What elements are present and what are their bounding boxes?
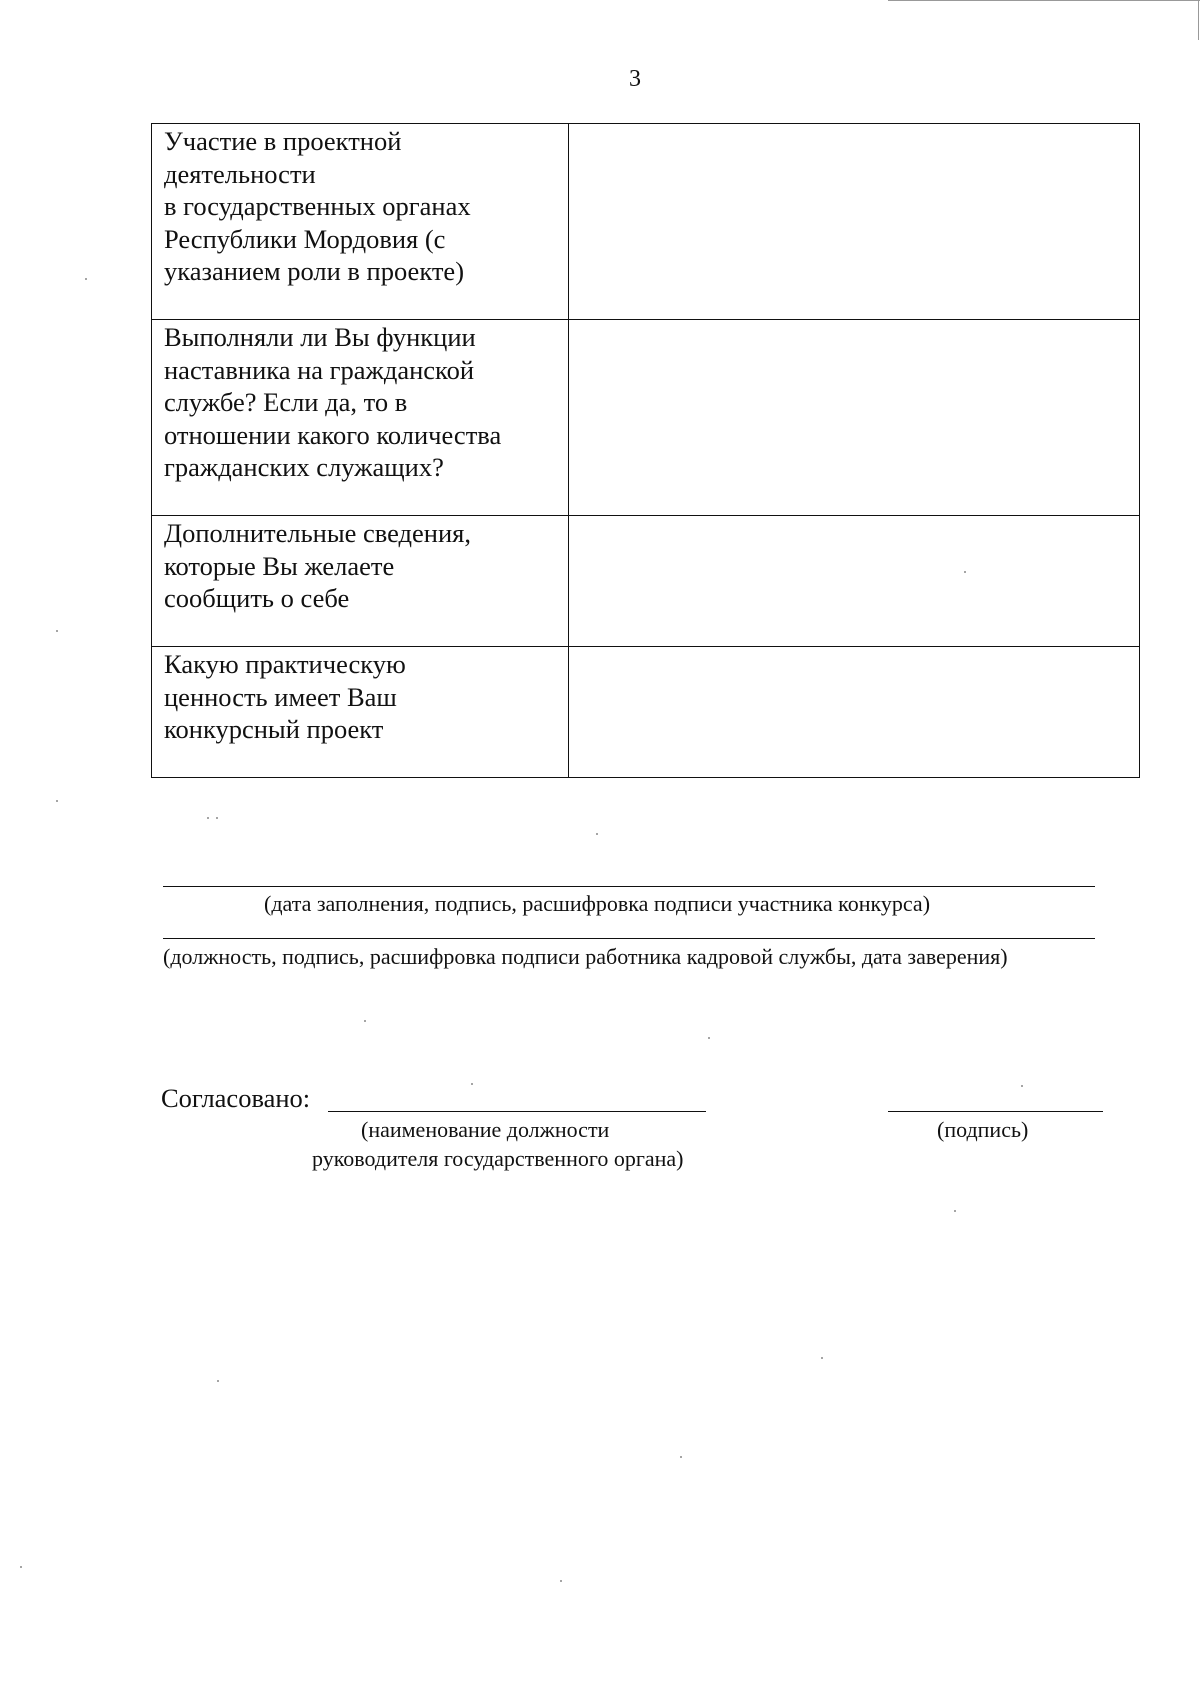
scan-edge-mark [888, 0, 1200, 1]
participant-signature-caption: (дата заполнения, подпись, расшифровка подписи участника конкурса) [264, 891, 931, 916]
question-cell: Выполняли ли Вы функции наставника на гражданской службе? Если да, то в отношении какого количества гражданских служащих? [152, 320, 569, 516]
scan-speck [56, 800, 58, 802]
approved-label: Согласовано: [161, 1083, 311, 1113]
participant-signature-line[interactable] [163, 886, 1095, 887]
position-caption-line2: руководителя государственного органа) [312, 1146, 684, 1171]
answer-cell[interactable] [569, 647, 1140, 778]
scan-speck [964, 571, 966, 573]
answer-cell[interactable] [569, 516, 1140, 647]
scan-speck [708, 1037, 710, 1039]
scan-speck [1021, 1085, 1023, 1087]
questionnaire-table [151, 123, 1140, 778]
scan-speck [596, 833, 598, 835]
scan-speck [217, 1380, 219, 1382]
position-signature-line[interactable] [328, 1111, 706, 1112]
scan-edge-mark [1198, 0, 1199, 40]
page-number: 3 [629, 66, 641, 92]
scan-speck [364, 1020, 366, 1022]
scan-speck [560, 1580, 562, 1582]
table-row [152, 320, 1140, 516]
table-row [152, 124, 1140, 320]
table-row [152, 516, 1140, 647]
hr-signature-line[interactable] [163, 938, 1095, 939]
scan-speck [207, 817, 209, 819]
scan-speck [954, 1210, 956, 1212]
scan-speck [680, 1456, 682, 1458]
head-signature-line[interactable] [888, 1111, 1103, 1112]
scan-speck [20, 1566, 22, 1568]
position-caption-line1: (наименование должности [361, 1117, 610, 1142]
answer-cell[interactable] [569, 320, 1140, 516]
scan-speck [821, 1357, 823, 1359]
scan-speck [471, 1083, 473, 1085]
hr-signature-caption: (должность, подпись, расшифровка подписи работника кадровой службы, дата заверения) [163, 944, 1008, 969]
question-cell: Какую практическую ценность имеет Ваш конкурсный проект [152, 647, 569, 778]
scan-speck [85, 278, 87, 280]
answer-cell[interactable] [569, 124, 1140, 320]
table-row [152, 647, 1140, 778]
question-cell: Участие в проектной деятельности в государственных органах Республики Мордовия (с указанием роли в проекте) [152, 124, 569, 320]
question-cell: Дополнительные сведения, которые Вы желаете сообщить о себе [152, 516, 569, 647]
scan-speck [216, 817, 218, 819]
scan-speck [56, 630, 58, 632]
signature-caption: (подпись) [937, 1117, 1029, 1142]
